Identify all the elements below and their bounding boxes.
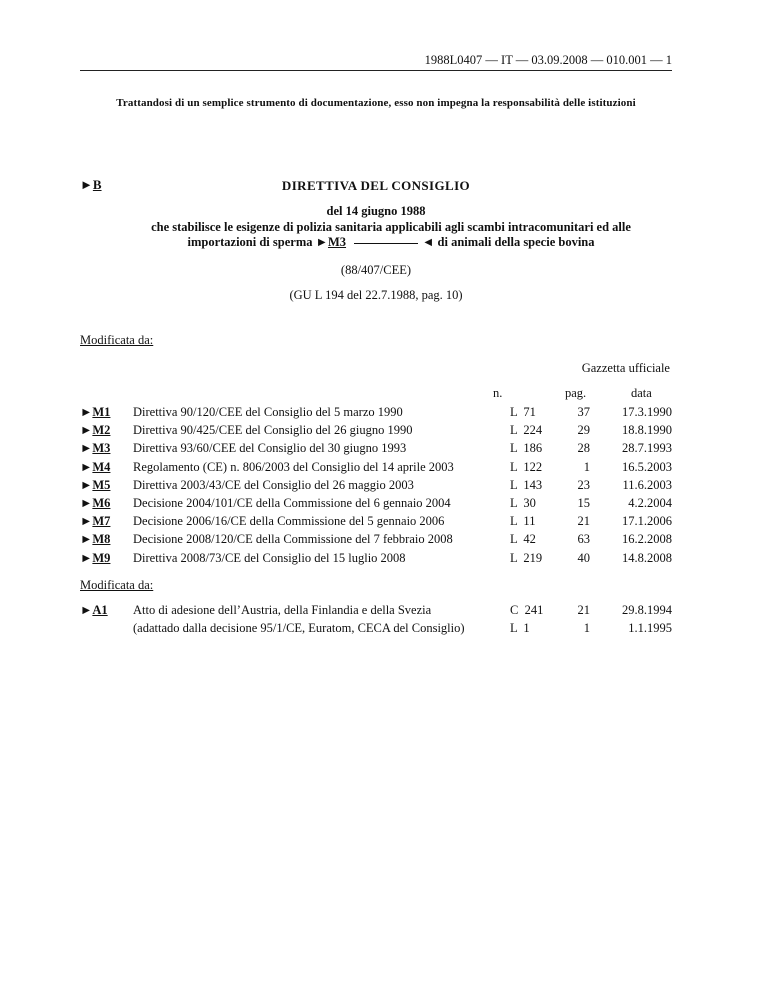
amendment-marker <box>80 405 110 420</box>
amendment-code: M6 <box>92 496 111 510</box>
oj-number: L 143 <box>510 477 543 492</box>
amendment-description: Direttiva 2008/73/CE del Consiglio del 15 luglio 2008 <box>133 550 406 565</box>
oj-date: 11.6.2003 <box>622 477 672 492</box>
amendment-description: Regolamento (CE) n. 806/2003 del Consiglio del 14 aprile 2003 <box>133 459 454 474</box>
subtitle-line-2 <box>110 235 672 250</box>
oj-number: C 241 <box>510 603 544 617</box>
marker-arrow: ► <box>80 459 93 474</box>
oj-number: L 186 <box>510 441 543 456</box>
subtitle-post: ◄ di animali della specie bovina <box>422 235 595 249</box>
amended-by-label-2: Modificata da: <box>80 578 154 592</box>
amendment-marker <box>80 514 110 529</box>
oj-page: 28 <box>577 441 590 456</box>
amendment-marker <box>80 551 110 566</box>
table-row <box>80 460 672 478</box>
oj-page: 15 <box>577 496 590 510</box>
amendment-code: M9 <box>92 550 111 565</box>
oj-page: 1 <box>583 621 590 635</box>
amendment-marker <box>80 496 110 511</box>
marker-arrow: ► <box>80 550 93 565</box>
oj-page: 23 <box>577 477 590 492</box>
table-row <box>80 423 672 441</box>
table-row <box>80 514 672 532</box>
oj-date: 4.2.2004 <box>628 496 672 510</box>
oj-number: L 11 <box>510 514 536 529</box>
oj-date: 16.5.2003 <box>622 459 672 474</box>
oj-date: 16.2.2008 <box>622 532 672 547</box>
oj-date: 14.8.2008 <box>622 550 672 565</box>
amendment-marker <box>80 441 110 456</box>
amendment-code: M3 <box>92 441 111 456</box>
oj-page: 63 <box>577 532 590 547</box>
oj-number: L 42 <box>510 532 536 547</box>
oj-page: 37 <box>577 405 590 419</box>
amendment-description: Decisione 2008/120/CE della Commissione del 7 febbraio 2008 <box>133 532 453 547</box>
oj-number: L 224 <box>510 423 543 438</box>
amendment-marker <box>80 423 110 438</box>
act-subtitle <box>110 220 672 250</box>
marker-arrow: ► <box>80 177 93 192</box>
document-header-id: 1988L0407 — IT — 03.09.2008 — 010.001 — 1 <box>424 53 672 67</box>
oj-date: 18.8.1990 <box>622 423 672 438</box>
marker-arrow: ► <box>80 423 93 438</box>
header-rule <box>80 70 672 71</box>
act-title: DIRETTIVA DEL CONSIGLIO <box>281 178 471 193</box>
oj-number: L 122 <box>510 459 543 474</box>
table-row <box>80 532 672 550</box>
marker-arrow: ► <box>80 532 93 547</box>
table-row <box>80 441 672 459</box>
oj-page: 21 <box>577 603 590 617</box>
amendment-description: Direttiva 90/120/CEE del Consiglio del 5 marzo 1990 <box>133 405 403 419</box>
subtitle-pre: importazioni di sperma ► <box>187 235 328 249</box>
amendment-code: M5 <box>92 477 111 492</box>
amendment-description: Decisione 2006/16/CE della Commissione del 5 gennaio 2006 <box>133 514 445 529</box>
amendment-description: Decisione 2004/101/CE della Commissione del 6 gennaio 2004 <box>133 496 451 510</box>
amendment-description: Direttiva 2003/43/CE del Consiglio del 26 maggio 2003 <box>133 477 414 492</box>
marker-arrow: ► <box>80 477 93 492</box>
marker-label: B <box>92 177 102 192</box>
marker-arrow: ► <box>80 603 93 617</box>
amendment-description: Atto di adesione dell’Austria, della Finlandia e della Svezia <box>133 603 432 617</box>
act-reference: (88/407/CEE) <box>340 263 412 277</box>
column-pag: pag. <box>565 386 587 400</box>
amendment-code: M1 <box>92 405 111 419</box>
oj-date: 1.1.1995 <box>628 621 672 635</box>
table-row <box>80 496 672 514</box>
oj-date: 29.8.1994 <box>622 603 672 617</box>
marker-arrow: ► <box>80 405 93 419</box>
marker-arrow: ► <box>80 441 93 456</box>
oj-page: 29 <box>577 423 590 438</box>
amendment-code: A1 <box>92 603 108 617</box>
column-n: n. <box>493 386 503 400</box>
amendment-code: M8 <box>92 532 111 547</box>
oj-date: 17.3.1990 <box>622 405 672 419</box>
act-date: del 14 giugno 1988 <box>326 204 426 218</box>
oj-number: L 219 <box>510 550 543 565</box>
amendment-marker <box>80 532 110 547</box>
oj-number: L 1 <box>510 621 530 635</box>
oj-number: L 71 <box>510 405 536 419</box>
amendment-marker <box>80 478 110 493</box>
amendment-code: M2 <box>92 423 111 438</box>
oj-page: 21 <box>577 514 590 529</box>
deletion-dash <box>354 243 418 244</box>
amendment-marker <box>80 603 108 618</box>
subtitle-marker-m3: M3 <box>327 235 347 249</box>
amendment-code: M7 <box>92 514 111 529</box>
disclaimer: Trattandosi di un semplice strumento di documentazione, esso non impegna la responsabilità delle istituzioni <box>116 97 636 109</box>
amendment-code: M4 <box>92 459 111 474</box>
oj-page: 1 <box>583 459 590 474</box>
oj-number: L 30 <box>510 496 536 510</box>
act-gu-reference: (GU L 194 del 22.7.1988, pag. 10) <box>289 288 463 302</box>
amendment-marker <box>80 460 110 475</box>
oj-date: 17.1.2006 <box>622 514 672 529</box>
table-row <box>80 621 672 639</box>
amendment-description: (adattado dalla decisione 95/1/CE, Euratom, CECA del Consiglio) <box>133 621 465 635</box>
table-row <box>80 405 672 423</box>
oj-date: 28.7.1993 <box>622 441 672 456</box>
subtitle-line-1: che stabilisce le esigenze di polizia sanitaria applicabili agli scambi intracomunitari ed alle <box>151 220 631 234</box>
column-data: data <box>631 386 652 400</box>
oj-page: 40 <box>577 550 590 565</box>
table-row <box>80 603 672 621</box>
amendment-description: Direttiva 90/425/CEE del Consiglio del 26 giugno 1990 <box>133 423 413 438</box>
marker-arrow: ► <box>80 496 93 510</box>
marker-arrow: ► <box>80 514 93 529</box>
amended-by-label: Modificata da: <box>80 333 154 347</box>
gazette-label: Gazzetta ufficiale <box>581 361 670 375</box>
table-row <box>80 551 672 569</box>
amendment-description: Direttiva 93/60/CEE del Consiglio del 30 giugno 1993 <box>133 441 407 456</box>
table-row <box>80 478 672 496</box>
